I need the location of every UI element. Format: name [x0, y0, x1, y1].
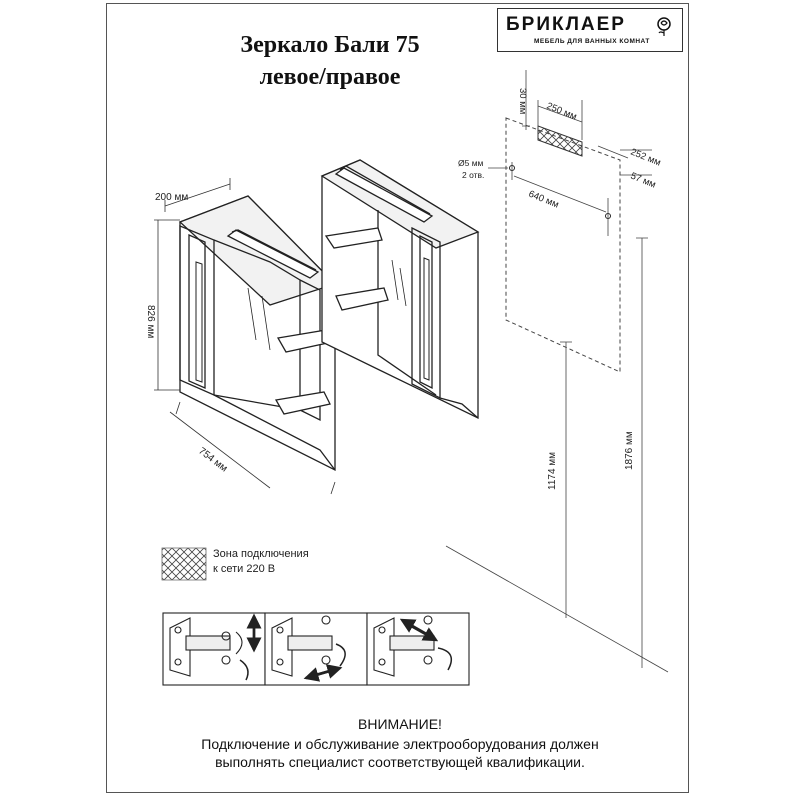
holes-height-dimension: 1876 мм [624, 431, 635, 470]
brand-tagline: МЕБЕЛЬ ДЛЯ ВАННЫХ КОМНАТ [534, 38, 650, 45]
side-offset-dimension: 252 мм [628, 146, 663, 169]
bracket-height-dimension: 30 мм [517, 88, 528, 115]
brand-name: БРИКЛАЕР [506, 14, 626, 35]
height-dimension: 826 мм [145, 305, 156, 339]
hole-spacing-dimension: 640 мм [526, 188, 561, 211]
warning-line2: выполнять специалист соответствующей квалификации. [215, 754, 585, 770]
power-zone-swatch [162, 548, 206, 580]
cabinet-left-view [180, 196, 335, 470]
hinge-step-depth [367, 613, 469, 685]
cabinet-right-view [322, 160, 478, 418]
legend-label-line1: Зона подключения [213, 548, 309, 560]
depth-dimension: 200 мм [155, 192, 189, 203]
warning-heading: ВНИМАНИЕ! [358, 716, 442, 732]
warning-line1: Подключение и обслуживание электрооборудования должен [201, 736, 599, 752]
hole-offset-dimension: 57 мм [628, 170, 658, 191]
width-dimension: 754 мм [196, 445, 230, 475]
holes-diameter-label: Ø5 мм [458, 158, 484, 168]
page-subtitle: левое/правое [259, 64, 401, 90]
hinge-step-horizontal [265, 613, 367, 685]
bracket-width-dimension: 250 мм [544, 100, 579, 123]
holes-count-label: 2 отв. [462, 170, 485, 180]
legend-label-line2: к сети 220 В [213, 563, 276, 575]
power-height-dimension: 1174 мм [547, 451, 558, 490]
page-title: Зеркало Бали 75 [240, 32, 420, 58]
hinge-step-vertical [163, 613, 265, 685]
